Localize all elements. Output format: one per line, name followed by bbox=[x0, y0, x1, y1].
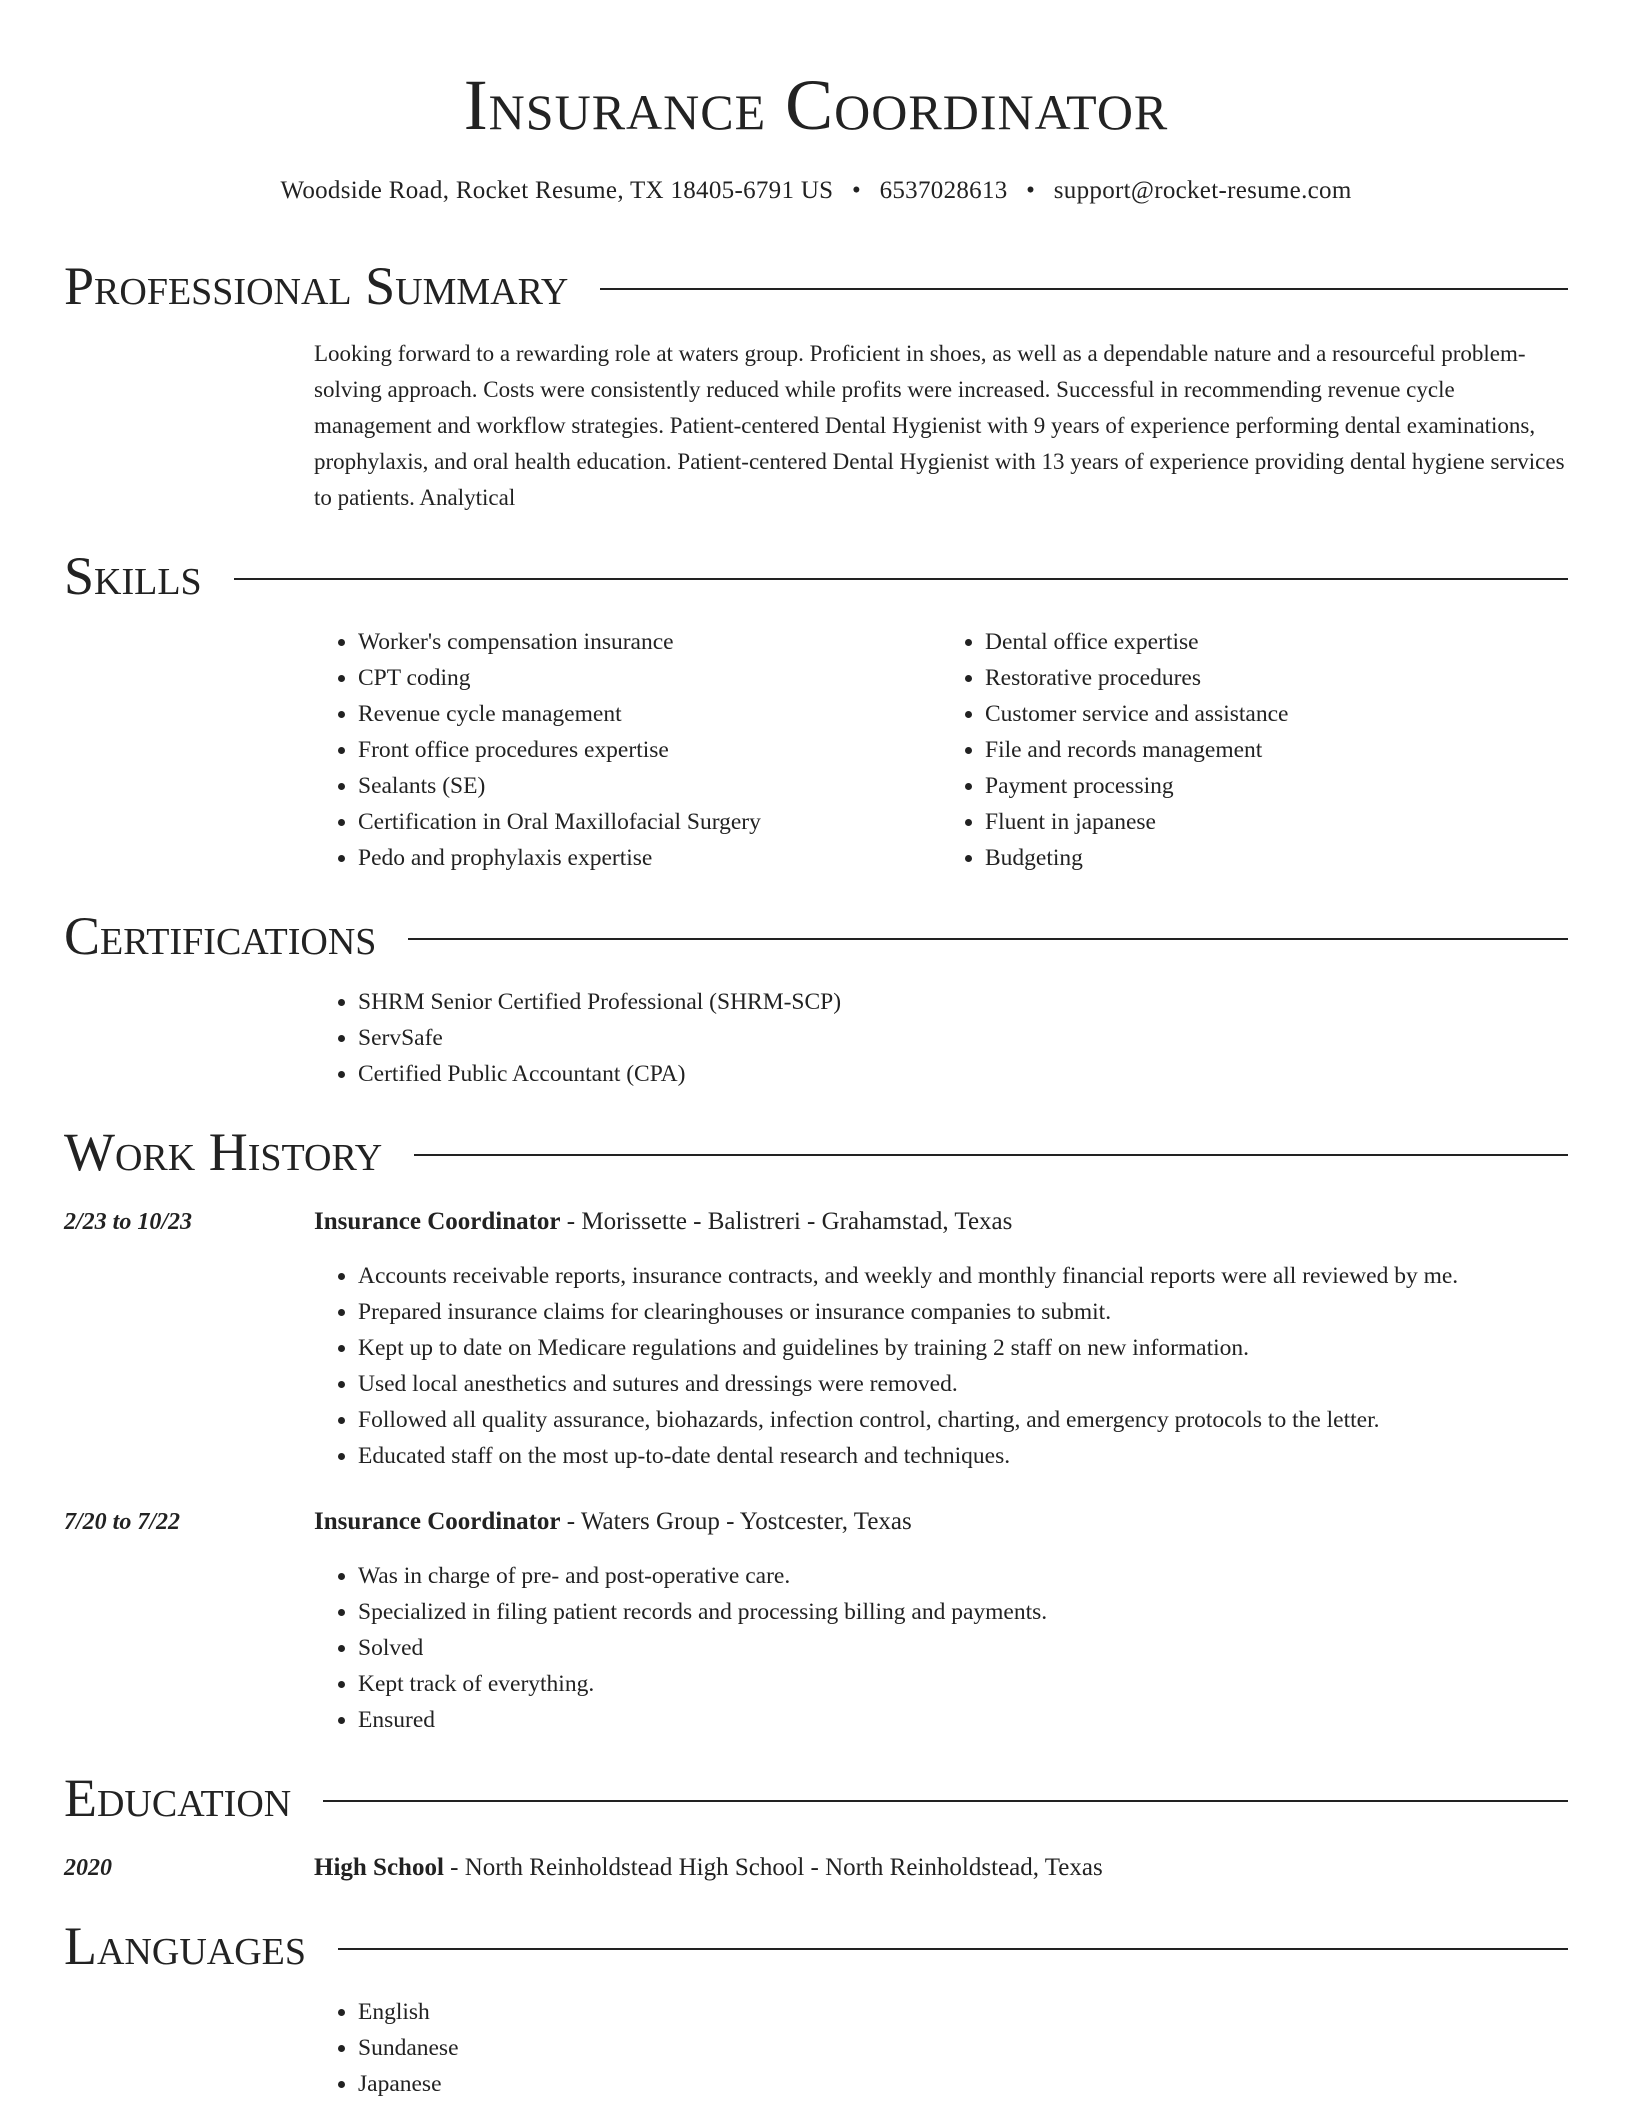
skills-heading: Skills bbox=[64, 546, 202, 606]
job-bullet-list bbox=[314, 1558, 1568, 1738]
work-section-header bbox=[64, 1120, 1568, 1184]
job-dates: 7/20 to 7/22 bbox=[64, 1509, 181, 1535]
section-divider bbox=[234, 578, 1568, 580]
job-bullets bbox=[314, 1558, 1568, 1738]
certification-item: • ServSafe bbox=[358, 1020, 1568, 1056]
language-item: • Sundanese bbox=[358, 2030, 1568, 2066]
education-date: 2020 bbox=[64, 1855, 112, 1881]
skills-grid bbox=[314, 624, 1568, 876]
languages-heading: Languages bbox=[64, 1916, 306, 1976]
language-item: • English bbox=[358, 1994, 1568, 2030]
skills-section-header bbox=[64, 544, 1568, 608]
section-divider bbox=[323, 1800, 1568, 1802]
skill-item: • Dental office expertise bbox=[985, 624, 1568, 660]
job-role bbox=[314, 1504, 912, 1540]
language-item: • Japanese bbox=[358, 2066, 1568, 2102]
education-entry bbox=[64, 1850, 1568, 1886]
section-divider bbox=[408, 938, 1568, 940]
skill-item: • Sealants (SE) bbox=[358, 768, 941, 804]
section-divider bbox=[338, 1948, 1568, 1950]
certifications-section-header bbox=[64, 904, 1568, 968]
skill-item: • Worker's compensation insurance bbox=[358, 624, 941, 660]
job-employer: - Waters Group - Yostcester, Texas bbox=[560, 1508, 912, 1535]
skill-item: • CPT coding bbox=[358, 660, 941, 696]
certifications-block bbox=[314, 984, 1568, 1092]
summary-section-header bbox=[64, 254, 1568, 318]
job-bullet: • Solved bbox=[358, 1630, 1568, 1666]
skill-item: • Fluent in japanese bbox=[985, 804, 1568, 840]
skill-item: • Revenue cycle management bbox=[358, 696, 941, 732]
job-bullets bbox=[314, 1258, 1568, 1474]
job-employer: - Morissette - Balistreri - Grahamstad, Texas bbox=[560, 1208, 1013, 1235]
section-divider bbox=[600, 288, 1568, 290]
job-bullet-list bbox=[314, 1258, 1568, 1474]
skill-item: • File and records management bbox=[985, 732, 1568, 768]
skills-list-right bbox=[941, 624, 1568, 876]
section-divider bbox=[414, 1154, 1568, 1156]
job-bullet: • Prepared insurance claims for clearinghouses or insurance companies to submit. bbox=[358, 1294, 1568, 1330]
contact-email: support@rocket-resume.com bbox=[1053, 177, 1352, 204]
contact-separator: • bbox=[851, 177, 862, 204]
education-role bbox=[314, 1850, 1103, 1886]
job-bullet: • Ensured bbox=[358, 1702, 1568, 1738]
certifications-list bbox=[314, 984, 1568, 1092]
skill-item: • Certification in Oral Maxillofacial Surgery bbox=[358, 804, 941, 840]
skill-item: • Customer service and assistance bbox=[985, 696, 1568, 732]
job-entry bbox=[64, 1504, 1568, 1738]
contact-phone: 6537028613 bbox=[879, 177, 1008, 204]
languages-list bbox=[314, 1994, 1568, 2102]
job-bullet: • Followed all quality assurance, biohazards, infection control, charting, and emergency protocols to the letter. bbox=[358, 1402, 1568, 1438]
certification-item: • Certified Public Accountant (CPA) bbox=[358, 1056, 1568, 1092]
skill-item: • Payment processing bbox=[985, 768, 1568, 804]
job-bullet: • Used local anesthetics and sutures and dressings were removed. bbox=[358, 1366, 1568, 1402]
contact-separator: • bbox=[1026, 177, 1036, 204]
job-bullet: • Specialized in filing patient records and processing billing and payments. bbox=[358, 1594, 1568, 1630]
education-degree: High School bbox=[314, 1854, 444, 1881]
contact-address: Woodside Road, Rocket Resume, TX 18405-6791 US bbox=[280, 177, 834, 204]
job-bullet: • Kept up to date on Medicare regulations and guidelines by training 2 staff on new information. bbox=[358, 1330, 1568, 1366]
skills-list-left bbox=[314, 624, 941, 876]
job-bullet: • Educated staff on the most up-to-date dental research and techniques. bbox=[358, 1438, 1568, 1474]
job-bullet: • Kept track of everything. bbox=[358, 1666, 1568, 1702]
job-header bbox=[64, 1504, 1568, 1540]
summary-text: Looking forward to a rewarding role at waters group. Proficient in shoes, as well as a dependable nature and a resourceful problem-solving approach. Costs were consistently reduced while profits were increased. Successful in recommending revenue cycle management and workflow strategies. Patient-centered Dental Hygienist with 9 years of experience performing dental examinations, prophylaxis, and oral health education. Patient-centered Dental Hygienist with 13 years of experience providing dental hygiene services to patients. Analytical bbox=[314, 341, 1565, 510]
resume-title: Insurance Coordinator bbox=[463, 65, 1169, 145]
certification-item: • SHRM Senior Certified Professional (SHRM-SCP) bbox=[358, 984, 1568, 1020]
job-title: Insurance Coordinator bbox=[314, 1508, 561, 1535]
education-school: - North Reinholdstead High School - North Reinholdstead, Texas bbox=[443, 1854, 1103, 1881]
skill-item: • Pedo and prophylaxis expertise bbox=[358, 840, 941, 876]
languages-block bbox=[314, 1994, 1568, 2102]
job-role bbox=[314, 1204, 1012, 1240]
skill-item: • Front office procedures expertise bbox=[358, 732, 941, 768]
certifications-heading: Certifications bbox=[64, 906, 377, 966]
education-heading: Education bbox=[64, 1768, 292, 1828]
summary-heading: Professional Summary bbox=[64, 256, 569, 316]
education-section-header bbox=[64, 1766, 1568, 1830]
job-header bbox=[64, 1204, 1568, 1240]
contact-line bbox=[64, 174, 1568, 208]
job-title: Insurance Coordinator bbox=[314, 1208, 561, 1235]
languages-section-header bbox=[64, 1914, 1568, 1978]
job-bullet: • Accounts receivable reports, insurance contracts, and weekly and monthly financial reports were all reviewed by me. bbox=[358, 1258, 1568, 1294]
skill-item: • Budgeting bbox=[985, 840, 1568, 876]
job-dates: 2/23 to 10/23 bbox=[64, 1209, 193, 1235]
job-bullet: • Was in charge of pre- and post-operative care. bbox=[358, 1558, 1568, 1594]
skill-item: • Restorative procedures bbox=[985, 660, 1568, 696]
job-entry bbox=[64, 1204, 1568, 1474]
work-heading: Work History bbox=[64, 1122, 383, 1182]
